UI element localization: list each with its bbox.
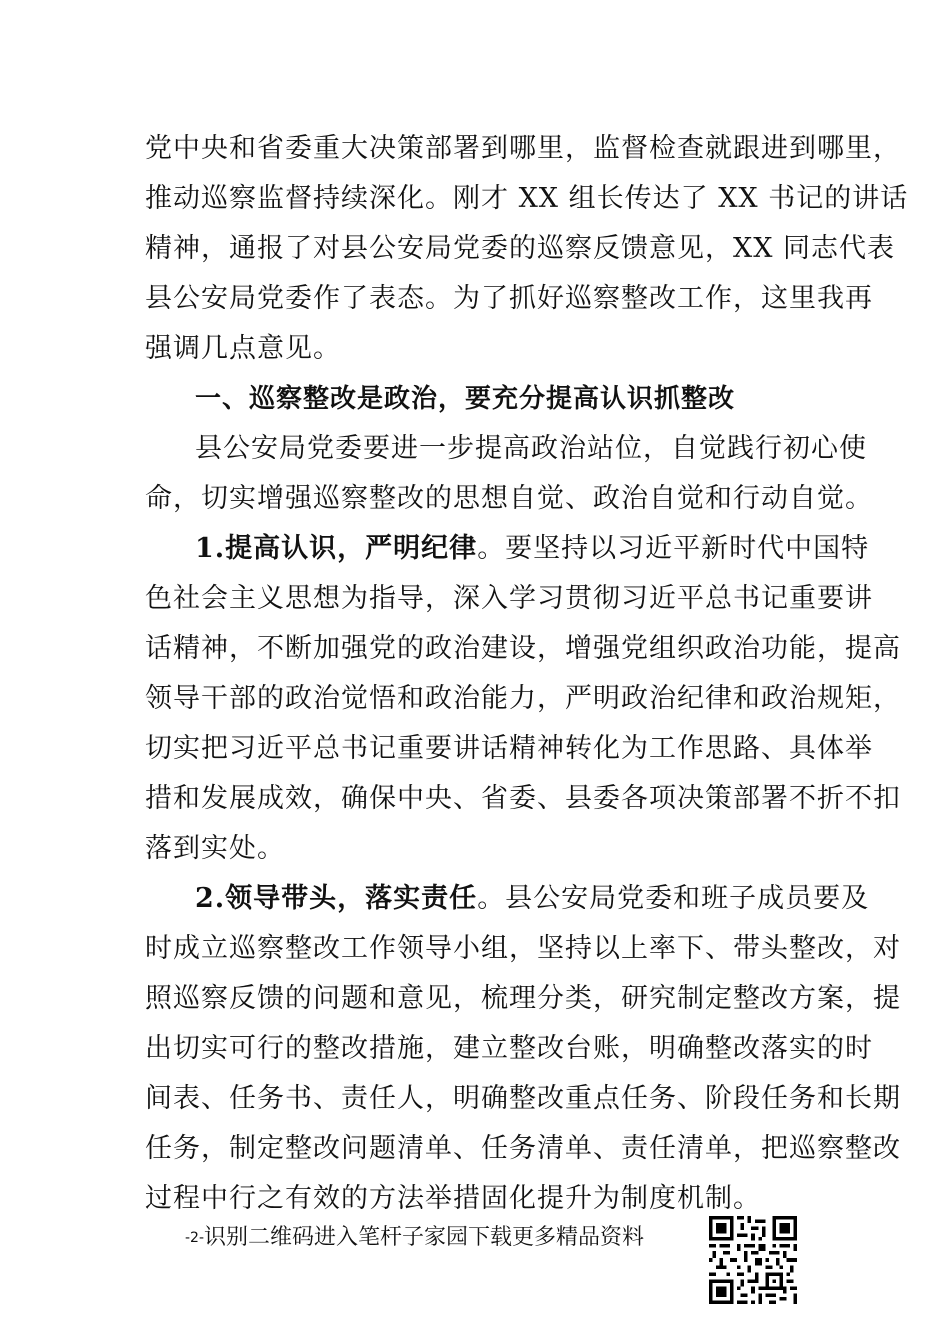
- item1-first-line: [195, 524, 870, 574]
- page-footer: [185, 1218, 644, 1258]
- item2-line: 照巡察反馈的问题和意见，梳理分类，研究制定整改方案，提: [145, 983, 901, 1014]
- section-heading: 一、巡察整改是政治，要充分提高认识抓整改: [195, 384, 736, 414]
- item1-title: 1.提高认识，严明纪律: [195, 533, 478, 564]
- item1-line: 措和发展成效，确保中央、省委、县委各项决策部署不折不扣: [145, 783, 901, 814]
- item1-line: 落到实处。: [145, 833, 285, 864]
- item1-line: 话精神，不断加强党的政治建设，增强党组织政治功能，提高: [145, 633, 901, 664]
- intro-line-2: 推动巡察监督持续深化。刚才 XX 组长传达了 XX 书记的讲话: [145, 183, 909, 214]
- intro-line-4: 县公安局党委作了表态。为了抓好巡察整改工作，这里我再: [145, 283, 873, 314]
- page-number: -2-: [185, 1230, 205, 1246]
- item2-first-line: [195, 874, 870, 924]
- intro-line-3: 精神，通报了对县公安局党委的巡察反馈意见，XX 同志代表: [145, 233, 896, 264]
- item1-line: 切实把习近平总书记重要讲话精神转化为工作思路、具体举: [145, 733, 873, 764]
- qr-code-icon: [709, 1216, 797, 1304]
- item2-first-line-text: 。县公安局党委和班子成员要及: [477, 883, 870, 914]
- item1-line: 领导干部的政治觉悟和政治能力，严明政治纪律和政治规矩，: [145, 683, 901, 714]
- item2-title: 2.领导带头，落实责任: [195, 883, 478, 914]
- item2-line: 过程中行之有效的方法举措固化提升为制度机制。: [145, 1183, 761, 1214]
- item2-line: 任务，制定整改问题清单、任务清单、责任清单，把巡察整改: [145, 1133, 901, 1164]
- section-body-line-2: 命，切实增强巡察整改的思想自觉、政治自觉和行动自觉。: [145, 483, 873, 514]
- item2-line: 间表、任务书、责任人，明确整改重点任务、阶段任务和长期: [145, 1083, 901, 1114]
- intro-line-5: 强调几点意见。: [145, 333, 341, 364]
- intro-line-1: 党中央和省委重大决策部署到哪里，监督检查就跟进到哪里，: [145, 133, 901, 164]
- item2-line: 时成立巡察整改工作领导小组，坚持以上率下、带头整改，对: [145, 933, 901, 964]
- item2-line: 出切实可行的整改措施，建立整改台账，明确整改落实的时: [145, 1033, 873, 1064]
- promo-text: 识别二维码进入笔杆子家园下载更多精品资料: [204, 1225, 645, 1250]
- section-body-line-1: 县公安局党委要进一步提高政治站位，自觉践行初心使: [195, 433, 867, 464]
- item1-line: 色社会主义思想为指导，深入学习贯彻习近平总书记重要讲: [145, 583, 873, 614]
- item1-first-line-text: 。要坚持以习近平新时代中国特: [477, 533, 870, 564]
